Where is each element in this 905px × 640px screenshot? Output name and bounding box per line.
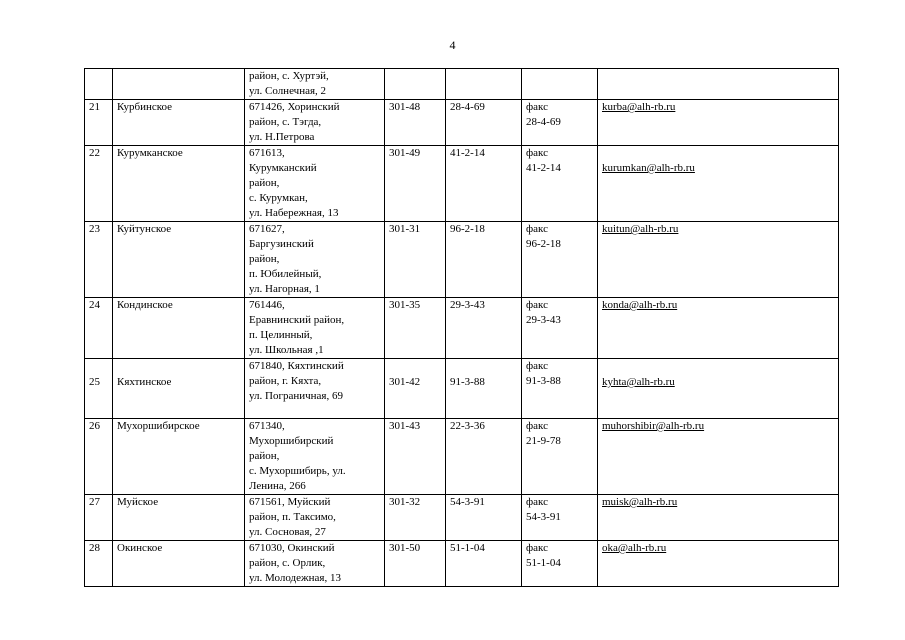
cell-email — [598, 541, 839, 587]
fax-label: факс — [526, 147, 548, 159]
cell-fax — [522, 359, 598, 419]
address-line: ул. Нагорная, 1 — [249, 283, 320, 295]
cell-fax — [522, 298, 598, 359]
cell-name: Курбинское — [113, 100, 245, 146]
cell-phone: 54-3-91 — [446, 495, 522, 541]
email-link[interactable]: oka@alh-rb.ru — [602, 542, 667, 554]
cell-name: Курумканское — [113, 146, 245, 222]
table-row — [85, 298, 839, 359]
fax-label: факс — [526, 101, 548, 113]
address-line: Баргузинский — [249, 238, 314, 250]
cell-address — [245, 146, 385, 222]
address-line: 671426, Хоринский — [249, 101, 340, 113]
address-line: 671030, Окинский — [249, 542, 335, 554]
cell-phone: 22-3-36 — [446, 419, 522, 495]
email-link[interactable]: kurumkan@alh-rb.ru — [602, 162, 695, 174]
cell-fax — [522, 419, 598, 495]
table-row — [85, 146, 839, 222]
cell-number: 21 — [85, 100, 113, 146]
fax-number: 91-3-88 — [526, 375, 561, 387]
table-row — [85, 359, 839, 419]
address-line: 671840, Кяхтинский — [249, 360, 344, 372]
address-line: район, — [249, 253, 280, 265]
email-link[interactable]: muisk@alh-rb.ru — [602, 496, 678, 508]
fax-label: факс — [526, 299, 548, 311]
cell-name: Мухоршибирское — [113, 419, 245, 495]
cell-number: 25 — [85, 359, 113, 419]
table-row — [85, 419, 839, 495]
cell-number: 23 — [85, 222, 113, 298]
table-row — [85, 541, 839, 587]
cell-number: 27 — [85, 495, 113, 541]
cell-phone: 28-4-69 — [446, 100, 522, 146]
fax-label: факс — [526, 542, 548, 554]
email-link[interactable]: muhorshibir@alh-rb.ru — [602, 420, 705, 432]
cell-fax — [522, 69, 598, 100]
fax-number: 21-9-78 — [526, 435, 561, 447]
cell-fax — [522, 222, 598, 298]
table-row-continuation — [85, 69, 839, 100]
address-line: район, с. Орлик, — [249, 557, 326, 569]
address-line: п. Целинный, — [249, 329, 313, 341]
fax-number: 96-2-18 — [526, 238, 561, 250]
email-link[interactable]: konda@alh-rb.ru — [602, 299, 678, 311]
cell-number: 26 — [85, 419, 113, 495]
cell-address — [245, 495, 385, 541]
cell-number: 22 — [85, 146, 113, 222]
address-line: ул. Школьная ,1 — [249, 344, 324, 356]
cell-address — [245, 359, 385, 419]
cell-email — [598, 419, 839, 495]
table-row — [85, 222, 839, 298]
cell-code: 301-50 — [385, 541, 446, 587]
table-row — [85, 495, 839, 541]
cell-phone — [446, 69, 522, 100]
cell-code — [385, 69, 446, 100]
cell-email — [598, 222, 839, 298]
fax-number: 28-4-69 — [526, 116, 561, 128]
cell-fax — [522, 100, 598, 146]
cell-phone: 29-3-43 — [446, 298, 522, 359]
cell-name: Кондинское — [113, 298, 245, 359]
address-line: район, с. Хуртэй, — [249, 70, 329, 82]
cell-code: 301-42 — [385, 359, 446, 419]
address-line: ул. Пограничная, 69 — [249, 390, 343, 402]
forestry-directory-table — [84, 68, 839, 587]
email-link[interactable]: kuitun@alh-rb.ru — [602, 223, 679, 235]
cell-number — [85, 69, 113, 100]
fax-label: факс — [526, 496, 548, 508]
cell-number: 28 — [85, 541, 113, 587]
fax-number: 29-3-43 — [526, 314, 561, 326]
address-line: район, г. Кяхта, — [249, 375, 322, 387]
fax-label: факс — [526, 420, 548, 432]
table-row — [85, 100, 839, 146]
address-line: Мухоршибирский — [249, 435, 334, 447]
address-line: 671340, — [249, 420, 285, 432]
address-line: район, — [249, 177, 280, 189]
cell-name: Окинское — [113, 541, 245, 587]
cell-address — [245, 222, 385, 298]
cell-address — [245, 69, 385, 100]
cell-fax — [522, 541, 598, 587]
address-line: район, п. Таксимо, — [249, 511, 336, 523]
address-line: 761446, — [249, 299, 285, 311]
fax-number: 51-1-04 — [526, 557, 561, 569]
cell-code: 301-31 — [385, 222, 446, 298]
address-line: ул. Молодежная, 13 — [249, 572, 341, 584]
address-line: Ленина, 266 — [249, 480, 306, 492]
cell-address — [245, 298, 385, 359]
address-line: с. Мухоршибирь, ул. — [249, 465, 346, 477]
cell-name: Муйское — [113, 495, 245, 541]
cell-email — [598, 298, 839, 359]
fax-number: 54-3-91 — [526, 511, 561, 523]
cell-address — [245, 541, 385, 587]
email-link[interactable]: kurba@alh-rb.ru — [602, 101, 676, 113]
cell-code: 301-43 — [385, 419, 446, 495]
cell-phone: 96-2-18 — [446, 222, 522, 298]
address-line: ул. Сосновая, 27 — [249, 526, 326, 538]
address-line: Курумканский — [249, 162, 317, 174]
fax-label: факс — [526, 360, 548, 372]
address-line: ул. Солнечная, 2 — [249, 85, 327, 97]
address-line: 671627, — [249, 223, 285, 235]
cell-fax — [522, 146, 598, 222]
cell-code: 301-32 — [385, 495, 446, 541]
cell-name: Кяхтинское — [113, 359, 245, 419]
cell-phone: 91-3-88 — [446, 359, 522, 419]
page-number: 4 — [449, 38, 456, 52]
cell-phone: 51-1-04 — [446, 541, 522, 587]
address-line: ул. Набережная, 13 — [249, 207, 339, 219]
address-line: ул. Н.Петрова — [249, 131, 315, 143]
email-link[interactable]: kyhta@alh-rb.ru — [602, 376, 675, 388]
address-line: 671561, Муйский — [249, 496, 331, 508]
cell-name — [113, 69, 245, 100]
cell-email — [598, 100, 839, 146]
cell-fax — [522, 495, 598, 541]
fax-number: 41-2-14 — [526, 162, 561, 174]
cell-code: 301-35 — [385, 298, 446, 359]
cell-email — [598, 495, 839, 541]
cell-address — [245, 100, 385, 146]
cell-address — [245, 419, 385, 495]
cell-code: 301-48 — [385, 100, 446, 146]
cell-name: Куйтунское — [113, 222, 245, 298]
address-line: с. Курумкан, — [249, 192, 308, 204]
fax-label: факс — [526, 223, 548, 235]
cell-code: 301-49 — [385, 146, 446, 222]
cell-email — [598, 146, 839, 222]
cell-number: 24 — [85, 298, 113, 359]
address-line: 671613, — [249, 147, 285, 159]
cell-email — [598, 69, 839, 100]
address-line: район, с. Тэгда, — [249, 116, 322, 128]
cell-email — [598, 359, 839, 419]
cell-phone: 41-2-14 — [446, 146, 522, 222]
address-line: район, — [249, 450, 280, 462]
address-line: п. Юбилейный, — [249, 268, 322, 280]
address-line: Еравнинский район, — [249, 314, 345, 326]
